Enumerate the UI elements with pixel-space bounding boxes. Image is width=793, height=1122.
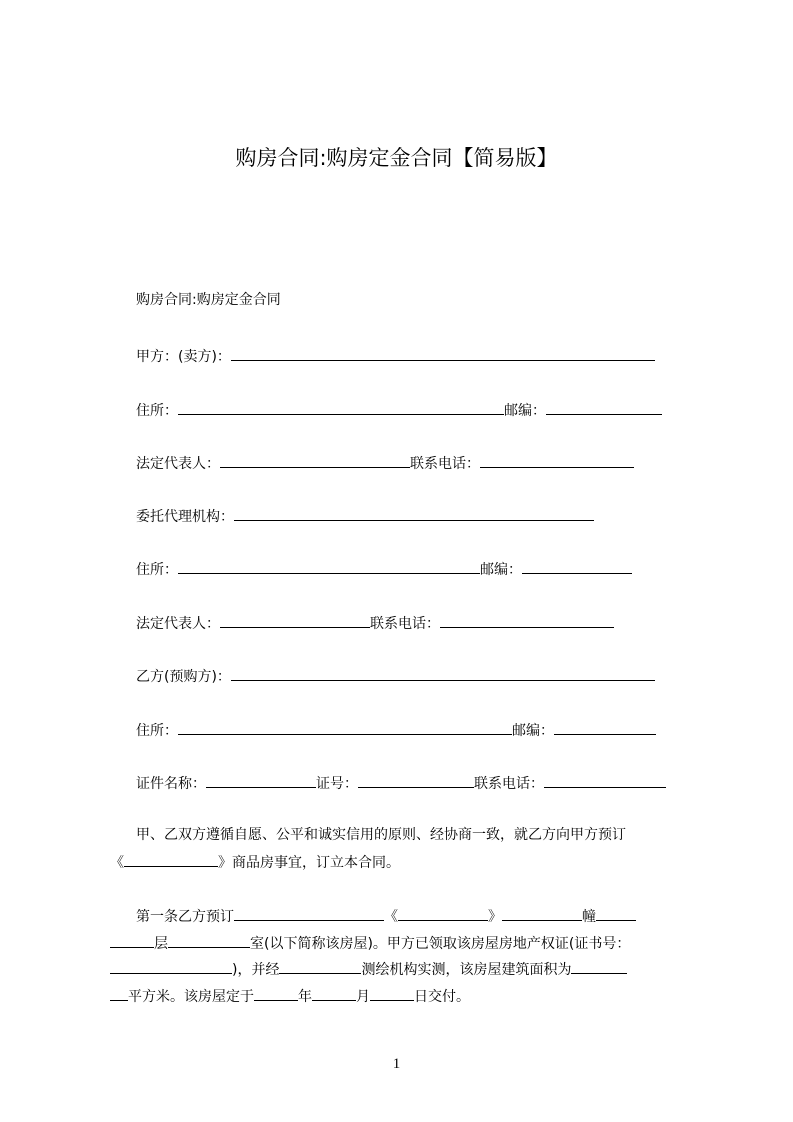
agency-line — [136, 506, 594, 526]
blank — [110, 933, 154, 948]
blank — [178, 720, 512, 735]
label: 法定代表人： — [136, 616, 220, 632]
label: 法定代表人： — [136, 456, 220, 472]
blank — [234, 906, 384, 921]
blank — [398, 906, 488, 921]
blank — [480, 453, 634, 468]
party-b-line — [136, 666, 655, 686]
blank — [234, 506, 594, 521]
blank — [220, 613, 370, 628]
blank — [124, 852, 218, 867]
blank — [440, 613, 614, 628]
text: 室(以下简称该房屋)。甲方已领取该房屋房地产权证(证书号： — [250, 936, 631, 952]
text: 《 — [384, 909, 398, 925]
label: 住所： — [136, 723, 178, 739]
label: 甲方：(卖方)： — [136, 349, 231, 365]
blank — [546, 400, 662, 415]
text: 第一条乙方预订 — [136, 909, 234, 925]
blank — [522, 559, 632, 574]
text: 月 — [356, 989, 370, 1005]
blank — [370, 986, 414, 1001]
party-b-id-line — [136, 773, 666, 793]
label: 证件名称： — [136, 776, 206, 792]
party-a-line — [136, 346, 655, 366]
blank — [596, 906, 636, 921]
label: 邮编： — [512, 723, 554, 739]
blank — [110, 959, 232, 974]
blank — [358, 773, 474, 788]
intro-line-1: 甲、乙双方遵循自愿、公平和诚实信用的原则、经协商一致，就乙方向甲方预订 — [136, 827, 626, 843]
blank — [168, 933, 250, 948]
label: 邮编： — [504, 403, 546, 419]
blank — [254, 986, 298, 1001]
party-a-address-line — [136, 400, 662, 420]
text: 》商品房事宜，订立本合同。 — [218, 855, 400, 871]
blank — [178, 400, 504, 415]
text: 年 — [298, 989, 312, 1005]
label: 住所： — [136, 403, 178, 419]
text: )，并经 — [232, 962, 280, 978]
intro-line-2 — [110, 852, 400, 872]
label: 住所： — [136, 562, 178, 578]
text: 平方米。该房屋定于 — [128, 989, 254, 1005]
article-1-line-3 — [110, 959, 627, 979]
text: 测绘机构实测，该房屋建筑面积为 — [361, 962, 572, 978]
text: 日交付。 — [414, 989, 470, 1005]
subtitle: 购房合同:购房定金合同 — [136, 292, 281, 308]
blank — [312, 986, 356, 1001]
blank — [110, 986, 128, 1001]
article-1-line-4 — [110, 986, 470, 1006]
article-1-line-2 — [110, 933, 630, 953]
text: 》 — [488, 909, 502, 925]
blank — [544, 773, 666, 788]
blank — [178, 559, 480, 574]
article-1-line-1 — [136, 906, 636, 926]
document-title: 购房合同:购房定金合同【简易版】 — [235, 146, 558, 170]
agency-address-line — [136, 559, 632, 579]
label: 联系电话： — [370, 616, 440, 632]
label: 乙方(预购方)： — [136, 669, 231, 685]
blank — [279, 959, 361, 974]
label: 联系电话： — [410, 456, 480, 472]
agency-rep-line — [136, 613, 614, 633]
blank — [231, 346, 655, 361]
text: 幢 — [582, 909, 596, 925]
blank — [502, 906, 582, 921]
party-a-rep-line — [136, 453, 634, 473]
text: 《 — [110, 855, 124, 871]
label: 联系电话： — [474, 776, 544, 792]
blank — [206, 773, 316, 788]
page-number: 1 — [392, 1056, 401, 1072]
party-b-address-line — [136, 720, 656, 740]
text: 层 — [154, 936, 168, 952]
blank — [220, 453, 410, 468]
blank — [231, 666, 655, 681]
label: 委托代理机构： — [136, 509, 234, 525]
label: 邮编： — [480, 562, 522, 578]
blank — [554, 720, 656, 735]
blank — [571, 959, 627, 974]
label: 证号： — [316, 776, 358, 792]
